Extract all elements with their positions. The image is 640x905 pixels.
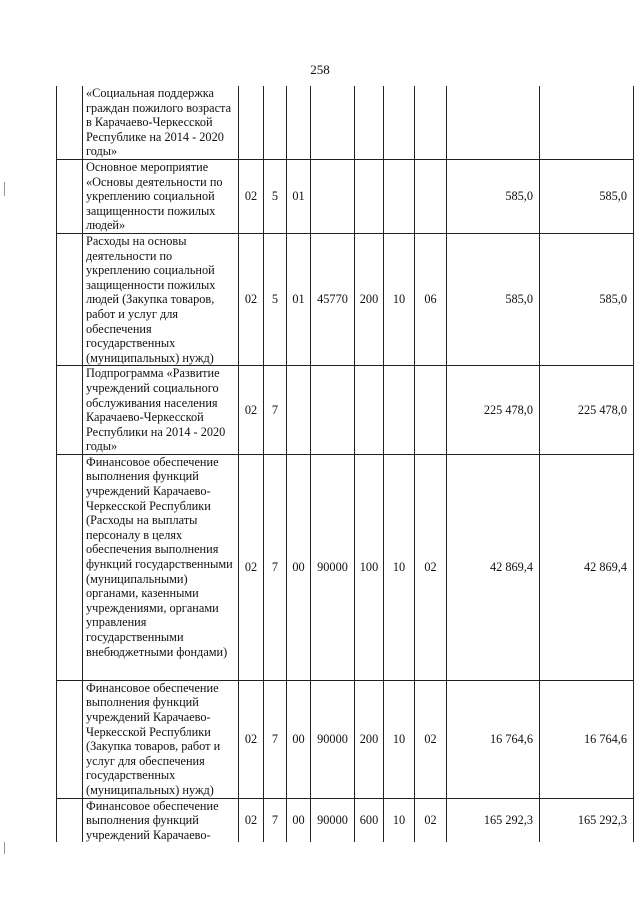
code-cell: 10 <box>384 233 415 365</box>
amount-cell: 16 764,6 <box>447 680 540 798</box>
code-cell: 02 <box>415 798 447 842</box>
index-cell <box>57 454 83 680</box>
item-name: Основное мероприятие «Основы деятельности по укреплению социальной защищенности пожилых людей» <box>83 159 239 233</box>
code-cell: 00 <box>287 798 311 842</box>
code-cell: 7 <box>264 366 287 455</box>
code-cell: 02 <box>239 233 264 365</box>
code-cell <box>415 86 447 159</box>
code-cell: 01 <box>287 159 311 233</box>
index-cell <box>57 366 83 455</box>
code-cell <box>355 159 384 233</box>
amount-cell: 585,0 <box>447 233 540 365</box>
code-cell <box>384 86 415 159</box>
item-name: Финансовое обеспечение выполнения функций учреждений Карачаево-Черкесской Республики (Расходы на выплаты персоналу в целях обеспечения выполнения функций государственными (муниципальными) органами, казенными учреждениями, органами управления государственными внебюджетными фондами) <box>83 454 239 680</box>
item-name: Подпрограмма «Развитие учреждений социального обслуживания населения Карачаево-Черкесской Республики на 2014 - 2020 годы» <box>83 366 239 455</box>
code-cell: 100 <box>355 454 384 680</box>
index-cell <box>57 86 83 159</box>
code-cell: 90000 <box>311 680 355 798</box>
code-cell: 7 <box>264 680 287 798</box>
code-cell: 02 <box>239 454 264 680</box>
code-cell <box>384 159 415 233</box>
code-cell: 10 <box>384 798 415 842</box>
code-cell <box>415 366 447 455</box>
item-name: «Социальная поддержка граждан пожилого возраста в Карачаево-Черкесской Республике на 2014 - 2020 годы» <box>83 86 239 159</box>
amount-cell: 42 869,4 <box>540 454 634 680</box>
code-cell: 02 <box>415 680 447 798</box>
table-row <box>57 366 634 455</box>
code-cell: 600 <box>355 798 384 842</box>
code-cell <box>384 366 415 455</box>
amount-cell: 585,0 <box>447 159 540 233</box>
code-cell <box>355 366 384 455</box>
item-name: Расходы на основы деятельности по укреплению социальной защищенности пожилых людей (Закупка товаров, работ и услуг для обеспечения государственных (муниципальных) нужд) <box>83 233 239 365</box>
code-cell <box>239 86 264 159</box>
code-cell: 02 <box>415 454 447 680</box>
table-row <box>57 159 634 233</box>
table-row <box>57 680 634 798</box>
code-cell: 02 <box>239 366 264 455</box>
code-cell: 10 <box>384 454 415 680</box>
amount-cell: 42 869,4 <box>447 454 540 680</box>
table-row <box>57 798 634 842</box>
code-cell: 200 <box>355 680 384 798</box>
index-cell <box>57 159 83 233</box>
code-cell: 02 <box>239 680 264 798</box>
table-row <box>57 86 634 159</box>
page-number: 258 <box>310 62 330 77</box>
code-cell: 5 <box>264 233 287 365</box>
code-cell <box>311 366 355 455</box>
index-cell <box>57 798 83 842</box>
code-cell: 00 <box>287 680 311 798</box>
amount-cell: 16 764,6 <box>540 680 634 798</box>
index-cell <box>57 680 83 798</box>
code-cell: 02 <box>239 159 264 233</box>
table-row <box>57 454 634 680</box>
budget-table <box>56 86 634 842</box>
amount-cell: 225 478,0 <box>447 366 540 455</box>
item-name: Финансовое обеспечение выполнения функций учреждений Карачаево-Черкесской Республики (Закупка товаров, работ и услуг для обеспечения государственных (муниципальных) нужд) <box>83 680 239 798</box>
code-cell: 5 <box>264 159 287 233</box>
code-cell: 02 <box>239 798 264 842</box>
code-cell: 06 <box>415 233 447 365</box>
code-cell: 200 <box>355 233 384 365</box>
amount-cell <box>540 86 634 159</box>
amount-cell: 585,0 <box>540 159 634 233</box>
code-cell: 7 <box>264 454 287 680</box>
amount-cell: 225 478,0 <box>540 366 634 455</box>
code-cell: 01 <box>287 233 311 365</box>
code-cell <box>287 86 311 159</box>
code-cell: 7 <box>264 798 287 842</box>
item-name: Финансовое обеспечение выполнения функций учреждений Карачаево- <box>83 798 239 842</box>
amount-cell: 165 292,3 <box>540 798 634 842</box>
amount-cell <box>447 86 540 159</box>
margin-mark-bottom <box>4 842 5 854</box>
code-cell: 90000 <box>311 798 355 842</box>
index-cell <box>57 233 83 365</box>
code-cell: 90000 <box>311 454 355 680</box>
code-cell: 10 <box>384 680 415 798</box>
table-body <box>57 86 634 842</box>
code-cell <box>355 86 384 159</box>
code-cell: 45770 <box>311 233 355 365</box>
margin-mark-top <box>4 182 5 196</box>
code-cell <box>415 159 447 233</box>
code-cell <box>287 366 311 455</box>
code-cell <box>311 159 355 233</box>
code-cell <box>264 86 287 159</box>
amount-cell: 585,0 <box>540 233 634 365</box>
table-row <box>57 233 634 365</box>
amount-cell: 165 292,3 <box>447 798 540 842</box>
code-cell: 00 <box>287 454 311 680</box>
code-cell <box>311 86 355 159</box>
